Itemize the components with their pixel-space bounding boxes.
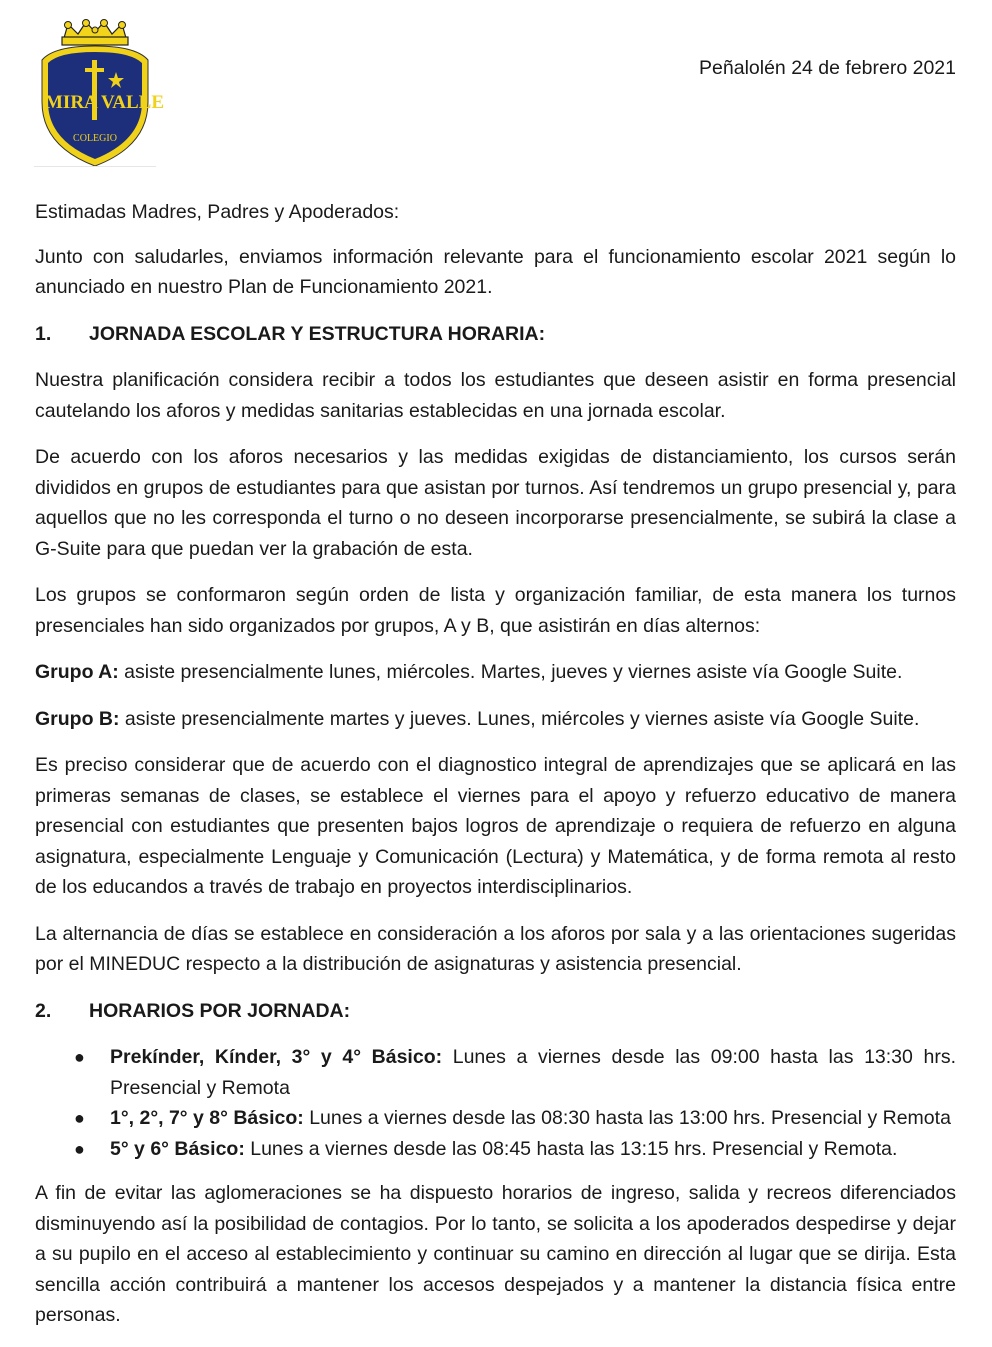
logo-text-left: MIRA bbox=[45, 92, 98, 113]
schedule-text: Lunes a viernes desde las 09:00 hasta las 13:30 hrs. Presencial y Remota bbox=[110, 1046, 956, 1099]
section-1-heading bbox=[35, 319, 956, 350]
group-a-label: Grupo A: bbox=[35, 661, 119, 683]
section-1-paragraph-1: Nuestra planificación considera recibir a todos los estudiantes que deseen asistir en forma presencial cautelando los aforos y medidas sanitarias establecidas en una jornada escolar. bbox=[35, 369, 956, 422]
section-2-heading bbox=[35, 996, 956, 1027]
section-1-paragraph-4: Es preciso considerar que de acuerdo con el diagnostico integral de aprendizajes que se aplicará en las primeras semanas de clases, se establece el viernes para el apoyo y refuerzo educativo de manera presencial con estudiantes que presenten bajos logros de aprendizaje o requiera de refuerzo en alguna asignatura, especialmente Lenguaje y Comunicación (Lectura) y Matemática, y de forma remota al resto de los educandos a través de trabajo en proyectos interdisciplinarios. bbox=[35, 754, 956, 898]
bullet-icon: ● bbox=[74, 1108, 85, 1128]
group-b-text: asiste presencialmente martes y jueves. Lunes, miércoles y viernes asiste vía Google Suite. bbox=[119, 707, 920, 730]
section-1-paragraph-5: La alternancia de días se establece en consideración a los aforos por sala y a las orientaciones sugeridas por el MINEDUC respecto a la distribución de asignaturas y asistencia presencial. bbox=[35, 922, 956, 975]
schedule-text: Lunes a viernes desde las 08:30 hasta las 13:00 hrs. Presencial y Remota bbox=[303, 1107, 951, 1129]
intro-paragraph: Junto con saludarles, enviamos información relevante para el funcionamiento escolar 2021 según lo anunciado en nuestro Plan de Funcionamiento 2021. bbox=[35, 245, 956, 298]
group-b-paragraph bbox=[35, 704, 956, 735]
logo-subtext: COLEGIO bbox=[73, 133, 117, 144]
section-1-title: JORNADA ESCOLAR Y ESTRUCTURA HORARIA: bbox=[89, 322, 546, 345]
section-1-number: 1. bbox=[35, 322, 52, 345]
group-a-text: asiste presencialmente lunes, miércoles. Martes, jueves y viernes asiste vía Google Suite. bbox=[118, 661, 903, 683]
letter-date: Peñalolén 24 de febrero 2021 bbox=[699, 57, 956, 79]
schedule-list bbox=[35, 1042, 956, 1164]
section-2-title: HORARIOS POR JORNADA: bbox=[89, 999, 351, 1022]
salutation: Estimadas Madres, Padres y Apoderados: bbox=[35, 201, 400, 223]
schedule-label: 5° y 6° Básico: bbox=[110, 1137, 245, 1160]
list-item bbox=[74, 1134, 956, 1165]
section-1-paragraph-3: Los grupos se conformaron según orden de lista y organización familiar, de esta manera los turnos presenciales han sido organizados por grupos, A y B, que asistirán en días alternos: bbox=[35, 584, 956, 637]
logo-divider bbox=[34, 166, 156, 167]
school-crest-icon bbox=[34, 20, 165, 170]
closing-paragraph: A fin de evitar las aglomeraciones se ha dispuesto horarios de ingreso, salida y recreos diferenciados disminuyendo así la posibilidad de contagios. Por lo tanto, se solicita a los apoderados despedirse y dejar a su pupilo en el acceso al establecimiento y continuar su camino en dirección al lugar que se dirija. Esta sencilla acción contribuirá a mantener los accesos despejados y a mantener la distancia física entre personas. bbox=[35, 1182, 956, 1326]
schedule-label: 1°, 2°, 7° y 8° Básico: bbox=[110, 1107, 304, 1129]
section-2-number: 2. bbox=[35, 999, 52, 1022]
letter-body bbox=[35, 197, 956, 1347]
bullet-icon: ● bbox=[74, 1138, 85, 1159]
schedule-label: Prekínder, Kínder, 3° y 4° Básico: bbox=[110, 1046, 443, 1068]
section-1-paragraph-2: De acuerdo con los aforos necesarios y las medidas exigidas de distanciamiento, los cursos serán divididos en grupos de estudiantes para que asistan por turnos. Así tendremos un grupo presencial y, para aquellos que no les corresponda el turno o no deseen incorporarse presencialmente, se subirá la clase a G-Suite para que puedan ver la grabación de esta. bbox=[35, 446, 956, 560]
group-a-paragraph bbox=[35, 657, 956, 688]
group-b-label: Grupo B: bbox=[35, 707, 120, 730]
list-item bbox=[74, 1042, 956, 1103]
schedule-text: Lunes a viernes desde las 08:45 hasta las 13:15 hrs. Presencial y Remota. bbox=[244, 1137, 898, 1160]
bullet-icon: ● bbox=[74, 1047, 85, 1067]
list-item bbox=[74, 1103, 956, 1134]
logo-text-right: VALLE bbox=[101, 92, 165, 113]
school-logo bbox=[34, 20, 165, 170]
